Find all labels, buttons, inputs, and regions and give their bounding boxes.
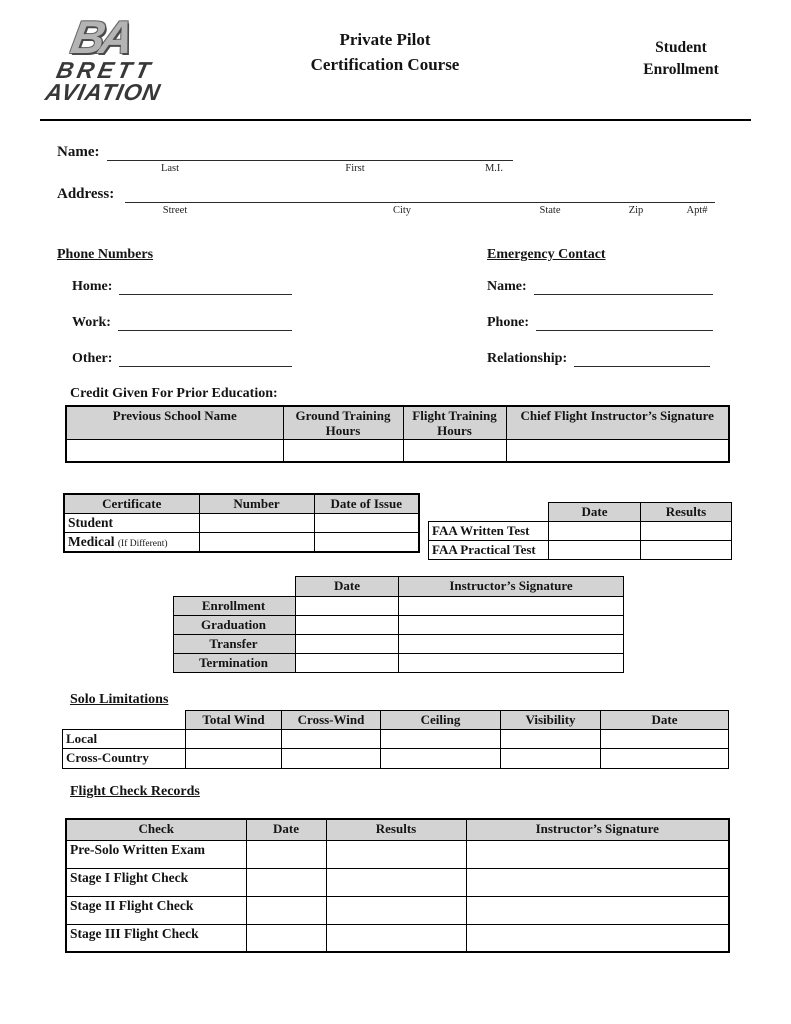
emergency-name-label: Name:	[487, 279, 527, 294]
faa-practical-date-cell[interactable]	[549, 541, 641, 560]
address-sublabel-city: City	[392, 205, 412, 216]
certificate-medical-date-cell[interactable]	[314, 532, 419, 552]
milestones-termination-label: Termination	[174, 654, 296, 673]
milestones-enrollment-row	[174, 597, 624, 616]
milestones-transfer-label: Transfer	[174, 635, 296, 654]
flight-stage2-label: Stage II Flight Check	[66, 896, 246, 924]
form-subtitle-line2: Enrollment	[643, 61, 719, 78]
faa-written-date-cell[interactable]	[549, 522, 641, 541]
solo-local-date-cell[interactable]	[601, 730, 729, 749]
name-sublabel-mi: M.I.	[484, 163, 504, 174]
milestones-header-row	[174, 577, 624, 597]
emergency-relationship-label: Relationship:	[487, 351, 568, 366]
certificate-header-number: Number	[199, 494, 314, 513]
flight-presolo-results-cell[interactable]	[326, 840, 466, 868]
flight-header-signature: Instructor’s Signature	[466, 819, 729, 840]
milestones-enrollment-signature-cell[interactable]	[399, 597, 624, 616]
milestones-transfer-row	[174, 635, 624, 654]
certificate-table	[63, 493, 420, 553]
flight-stage1-row	[66, 868, 729, 896]
certificate-header-certificate: Certificate	[64, 494, 199, 513]
home-phone-fill-line[interactable]	[119, 279, 292, 295]
name-sublabel-first: First	[345, 163, 365, 174]
credit-header-school: Previous School Name	[66, 406, 283, 440]
certificate-student-number-cell[interactable]	[199, 513, 314, 532]
solo-header-ceiling: Ceiling	[381, 711, 501, 730]
faa-tests-table	[428, 502, 732, 560]
emergency-name-row	[487, 279, 713, 295]
phone-numbers-heading: Phone Numbers	[57, 247, 154, 262]
milestones-enrollment-label: Enrollment	[174, 597, 296, 616]
faa-header-spacer	[429, 503, 549, 522]
solo-cc-ceiling-cell[interactable]	[381, 749, 501, 769]
emergency-phone-fill-line[interactable]	[536, 315, 713, 331]
address-sublabel-state: State	[539, 205, 561, 216]
milestones-transfer-date-cell[interactable]	[296, 635, 399, 654]
flight-header-date: Date	[246, 819, 326, 840]
flight-presolo-signature-cell[interactable]	[466, 840, 729, 868]
other-phone-label: Other:	[72, 351, 113, 366]
milestones-termination-row	[174, 654, 624, 673]
flight-stage2-results-cell[interactable]	[326, 896, 466, 924]
solo-local-ceiling-cell[interactable]	[381, 730, 501, 749]
work-phone-fill-line[interactable]	[118, 315, 292, 331]
flight-header-check: Check	[66, 819, 246, 840]
credit-heading: Credit Given For Prior Education:	[70, 386, 278, 401]
certificate-medical-note: (If Different)	[117, 538, 168, 549]
milestones-header-signature: Instructor’s Signature	[399, 577, 624, 597]
emergency-phone-label: Phone:	[487, 315, 529, 330]
solo-limitations-heading: Solo Limitations	[70, 692, 169, 707]
other-phone-fill-line[interactable]	[119, 351, 292, 367]
form-subtitle	[620, 37, 742, 81]
faa-header-row	[429, 503, 732, 522]
emergency-contact-heading: Emergency Contact	[487, 247, 606, 262]
flight-stage2-signature-cell[interactable]	[466, 896, 729, 924]
flight-stage3-signature-cell[interactable]	[466, 924, 729, 952]
home-phone-label: Home:	[72, 279, 113, 294]
other-phone-row	[72, 351, 292, 367]
name-label: Name:	[57, 144, 100, 160]
credit-header-flight-hours: Flight Training Hours	[403, 406, 506, 440]
credit-blank-school-cell[interactable]	[66, 440, 283, 462]
flight-presolo-date-cell[interactable]	[246, 840, 326, 868]
brett-aviation-logo-icon: BA	[67, 11, 134, 63]
solo-header-spacer	[63, 711, 186, 730]
faa-written-label: FAA Written Test	[429, 522, 549, 541]
certificate-medical-number-cell[interactable]	[199, 532, 314, 552]
solo-local-visibility-cell[interactable]	[501, 730, 601, 749]
name-fill-line[interactable]	[107, 145, 513, 161]
solo-cc-date-cell[interactable]	[601, 749, 729, 769]
credit-table	[65, 405, 730, 463]
flight-stage2-row	[66, 896, 729, 924]
header-divider	[40, 119, 751, 121]
certificate-student-date-cell[interactable]	[314, 513, 419, 532]
form-title-line1: Private Pilot	[339, 30, 431, 49]
emergency-name-fill-line[interactable]	[534, 279, 713, 295]
credit-header-ground-hours: Ground Training Hours	[283, 406, 403, 440]
flight-check-records-heading: Flight Check Records	[70, 784, 200, 799]
milestones-header-date: Date	[296, 577, 399, 597]
faa-header-date: Date	[549, 503, 641, 522]
solo-cc-cross-wind-cell[interactable]	[282, 749, 381, 769]
certificate-medical-row	[64, 532, 419, 552]
flight-checks-table	[65, 818, 730, 953]
solo-local-label: Local	[63, 730, 186, 749]
certificate-medical-label	[64, 532, 199, 552]
flight-presolo-row	[66, 840, 729, 868]
milestones-transfer-signature-cell[interactable]	[399, 635, 624, 654]
milestones-enrollment-date-cell[interactable]	[296, 597, 399, 616]
form-title-line2: Certification Course	[310, 55, 460, 74]
certificate-header-date: Date of Issue	[314, 494, 419, 513]
logo-brett-text: BRETT	[54, 57, 157, 83]
emergency-relationship-fill-line[interactable]	[574, 351, 710, 367]
form-subtitle-line1: Student	[655, 39, 707, 56]
milestones-graduation-row	[174, 616, 624, 635]
flight-presolo-label: Pre-Solo Written Exam	[66, 840, 246, 868]
flight-stage2-date-cell[interactable]	[246, 896, 326, 924]
credit-header-row	[66, 406, 729, 440]
milestones-graduation-label: Graduation	[174, 616, 296, 635]
milestones-graduation-signature-cell[interactable]	[399, 616, 624, 635]
credit-entry-row	[66, 440, 729, 462]
address-sublabel-zip: Zip	[628, 205, 644, 216]
credit-blank-flight-cell[interactable]	[403, 440, 506, 462]
faa-practical-label: FAA Practical Test	[429, 541, 549, 560]
faa-header-results: Results	[641, 503, 732, 522]
emergency-relationship-row	[487, 351, 710, 367]
flight-stage3-label: Stage III Flight Check	[66, 924, 246, 952]
address-fill-line[interactable]	[125, 187, 715, 203]
flight-stage1-signature-cell[interactable]	[466, 868, 729, 896]
flight-stage3-results-cell[interactable]	[326, 924, 466, 952]
solo-header-total-wind: Total Wind	[186, 711, 282, 730]
address-sublabel-apt: Apt#	[686, 205, 708, 216]
milestones-table	[173, 576, 624, 673]
solo-header-date: Date	[601, 711, 729, 730]
flight-header-results: Results	[326, 819, 466, 840]
solo-header-row	[63, 711, 729, 730]
flight-header-row	[66, 819, 729, 840]
milestones-graduation-date-cell[interactable]	[296, 616, 399, 635]
flight-stage3-row	[66, 924, 729, 952]
form-title	[280, 27, 490, 77]
address-sublabel-street: Street	[162, 205, 188, 216]
faa-written-row	[429, 522, 732, 541]
solo-local-cross-wind-cell[interactable]	[282, 730, 381, 749]
work-phone-row	[72, 315, 292, 331]
solo-cross-country-row	[63, 749, 729, 769]
credit-blank-signature-cell[interactable]	[506, 440, 729, 462]
credit-header-signature: Chief Flight Instructor’s Signature	[506, 406, 729, 440]
solo-local-row	[63, 730, 729, 749]
solo-cc-total-wind-cell[interactable]	[186, 749, 282, 769]
solo-local-total-wind-cell[interactable]	[186, 730, 282, 749]
emergency-phone-row	[487, 315, 713, 331]
certificate-medical-label-text: Medical	[68, 533, 115, 549]
solo-cross-country-label: Cross-Country	[63, 749, 186, 769]
certificate-student-row	[64, 513, 419, 532]
address-label: Address:	[57, 186, 115, 202]
faa-practical-row	[429, 541, 732, 560]
milestones-termination-signature-cell[interactable]	[399, 654, 624, 673]
flight-stage1-results-cell[interactable]	[326, 868, 466, 896]
flight-stage1-date-cell[interactable]	[246, 868, 326, 896]
logo-aviation-text: AVIATION	[43, 79, 164, 105]
milestones-termination-date-cell[interactable]	[296, 654, 399, 673]
credit-blank-ground-cell[interactable]	[283, 440, 403, 462]
certificate-student-label: Student	[64, 513, 199, 532]
work-phone-label: Work:	[72, 315, 111, 330]
home-phone-row	[72, 279, 292, 295]
solo-header-visibility: Visibility	[501, 711, 601, 730]
flight-stage3-date-cell[interactable]	[246, 924, 326, 952]
milestones-header-spacer	[174, 577, 296, 597]
certificate-header-row	[64, 494, 419, 513]
faa-written-results-cell[interactable]	[641, 522, 732, 541]
solo-cc-visibility-cell[interactable]	[501, 749, 601, 769]
solo-header-cross-wind: Cross-Wind	[282, 711, 381, 730]
flight-stage1-label: Stage I Flight Check	[66, 868, 246, 896]
solo-limitations-table	[62, 710, 729, 769]
faa-practical-results-cell[interactable]	[641, 541, 732, 560]
name-sublabel-last: Last	[160, 163, 180, 174]
